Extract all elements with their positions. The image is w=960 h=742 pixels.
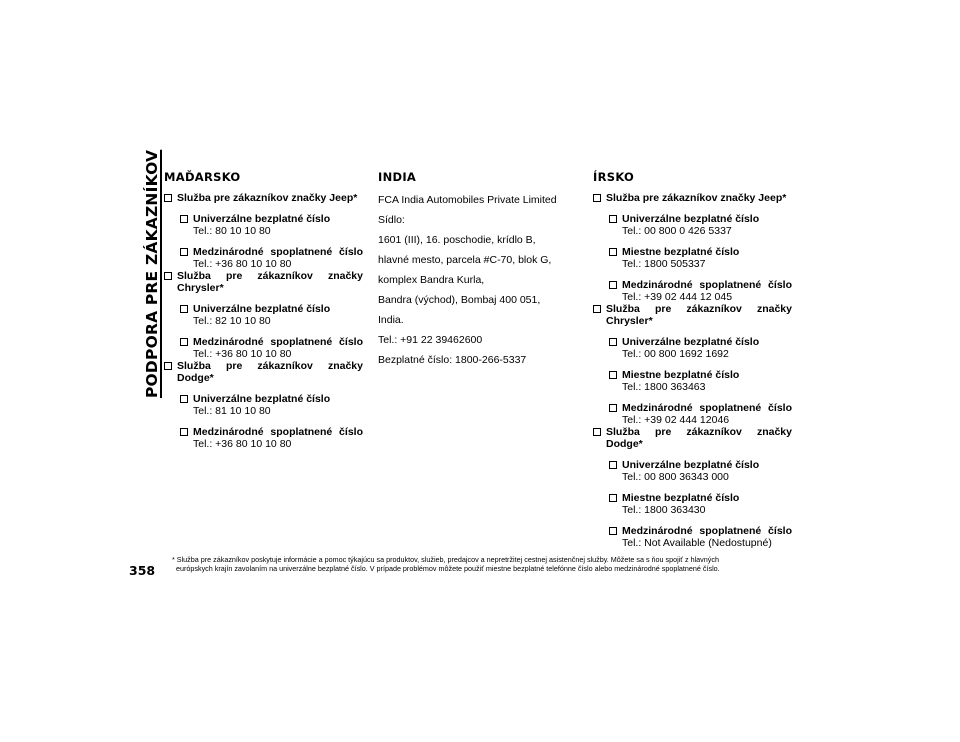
checkbox-bullet-icon (609, 494, 617, 502)
international-number (164, 246, 363, 270)
india-line: hlavné mesto, parcela #C-70, blok G, (378, 254, 552, 266)
service-title: Služba pre zákazníkov značky Jeep* (177, 192, 358, 204)
checkbox-bullet-icon (180, 248, 188, 256)
number-title: Miestne bezplatné číslo (622, 492, 740, 504)
section-side-title: PODPORA PRE ZÁKAZNÍKOV (143, 149, 161, 398)
universal-number (164, 393, 363, 417)
service-title: Služba pre zákazníkov značky Dodge* (606, 426, 792, 450)
checkbox-bullet-icon (609, 338, 617, 346)
checkbox-bullet-icon (609, 527, 617, 535)
phone-value: Tel.: +39 02 444 12 045 (622, 291, 733, 303)
checkbox-bullet-icon (609, 404, 617, 412)
number-title: Univerzálne bezplatné číslo (622, 336, 760, 348)
phone-value: Tel.: +36 80 10 10 80 (193, 438, 292, 450)
checkbox-bullet-icon (164, 194, 172, 202)
checkbox-bullet-icon (609, 248, 617, 256)
india-line: Bandra (východ), Bombaj 400 051, (378, 294, 541, 306)
phone-value: Tel.: 80 10 10 80 (193, 225, 271, 237)
international-number (164, 336, 363, 360)
phone-value: Tel.: 1800 363430 (622, 504, 706, 516)
ireland-dodge-service (593, 426, 792, 549)
hungary-chrysler-service (164, 270, 363, 360)
page-number: 358 (129, 563, 156, 578)
footnote (172, 556, 792, 573)
phone-value: Tel.: 00 800 36343 000 (622, 471, 729, 483)
universal-number (164, 303, 363, 327)
number-title: Medzinárodné spoplatnené číslo (193, 336, 363, 348)
phone-value: Tel.: 82 10 10 80 (193, 315, 271, 327)
service-title: Služba pre zákazníkov značky Dodge* (177, 360, 363, 384)
ireland-heading: ÍRSKO (593, 170, 635, 184)
service-title: Služba pre zákazníkov značky Chrysler* (177, 270, 363, 294)
india-line: 1601 (III), 16. poschodie, krídlo B, (378, 234, 536, 246)
universal-number (593, 336, 792, 360)
number-title: Miestne bezplatné číslo (622, 369, 740, 381)
number-title: Miestne bezplatné číslo (622, 246, 740, 258)
number-title: Univerzálne bezplatné číslo (193, 213, 331, 225)
number-title: Medzinárodné spoplatnené číslo (193, 426, 363, 438)
checkbox-bullet-icon (180, 215, 188, 223)
hungary-jeep-service (164, 192, 363, 270)
hungary-column (164, 170, 363, 450)
number-title: Univerzálne bezplatné číslo (622, 213, 760, 225)
ireland-column (593, 170, 792, 549)
checkbox-bullet-icon (164, 362, 172, 370)
number-title: Medzinárodné spoplatnené číslo (622, 279, 792, 291)
india-line: Sídlo: (378, 214, 405, 226)
number-title: Medzinárodné spoplatnené číslo (193, 246, 363, 258)
checkbox-bullet-icon (593, 194, 601, 202)
checkbox-bullet-icon (593, 428, 601, 436)
phone-value: Tel.: 00 800 1692 1692 (622, 348, 729, 360)
international-number (593, 525, 792, 549)
checkbox-bullet-icon (609, 461, 617, 469)
phone-value: Tel.: +36 80 10 10 80 (193, 348, 292, 360)
checkbox-bullet-icon (609, 281, 617, 289)
number-title: Medzinárodné spoplatnené číslo (622, 402, 792, 414)
ireland-jeep-service (593, 192, 792, 303)
local-number (593, 246, 792, 270)
phone-value: Tel.: Not Available (Nedostupné) (622, 537, 772, 549)
international-number (164, 426, 363, 450)
hungary-dodge-service (164, 360, 363, 450)
checkbox-bullet-icon (180, 338, 188, 346)
india-heading: INDIA (378, 170, 417, 184)
phone-value: Tel.: 1800 505337 (622, 258, 706, 270)
universal-number (164, 213, 363, 237)
footnote-line-1: * Služba pre zákazníkov poskytuje informácie a pomoc týkajúcu sa produktov, služieb, predajcov a nepretržitej cestnej asistenčnej služby. Môžete sa s ňou spojiť z hlavných (172, 555, 719, 564)
india-line: Tel.: +91 22 39462600 (378, 334, 483, 346)
international-number (593, 279, 792, 303)
india-line: komplex Bandra Kurla, (378, 274, 485, 286)
ireland-chrysler-service (593, 303, 792, 426)
checkbox-bullet-icon (180, 428, 188, 436)
hungary-heading: MAĎARSKO (164, 170, 241, 184)
phone-value: Tel.: 81 10 10 80 (193, 405, 271, 417)
local-number (593, 369, 792, 393)
service-title: Služba pre zákazníkov značky Chrysler* (606, 303, 792, 327)
phone-value: Tel.: +39 02 444 12046 (622, 414, 730, 426)
checkbox-bullet-icon (164, 272, 172, 280)
checkbox-bullet-icon (593, 305, 601, 313)
local-number (593, 492, 792, 516)
universal-number (593, 459, 792, 483)
checkbox-bullet-icon (609, 371, 617, 379)
checkbox-bullet-icon (180, 305, 188, 313)
number-title: Univerzálne bezplatné číslo (193, 303, 331, 315)
footnote-line-2: európskych krajín zavolaním na univerzálne bezplatné číslo. V prípade problémov môžete použiť miestne bezplatné telefónne číslo alebo medzinárodné spoplatnené číslo. (176, 563, 720, 573)
number-title: Medzinárodné spoplatnené číslo (622, 525, 792, 537)
phone-value: Tel.: 1800 363463 (622, 381, 706, 393)
india-line: India. (378, 314, 404, 326)
universal-number (593, 213, 792, 237)
phone-value: Tel.: 00 800 0 426 5337 (622, 225, 732, 237)
phone-value: Tel.: +36 80 10 10 80 (193, 258, 292, 270)
service-title: Služba pre zákazníkov značky Jeep* (606, 192, 787, 204)
checkbox-bullet-icon (180, 395, 188, 403)
number-title: Univerzálne bezplatné číslo (193, 393, 331, 405)
india-line: Bezplatné číslo: 1800-266-5337 (378, 354, 527, 366)
checkbox-bullet-icon (609, 215, 617, 223)
india-line: FCA India Automobiles Private Limited (378, 194, 557, 206)
international-number (593, 402, 792, 426)
number-title: Univerzálne bezplatné číslo (622, 459, 760, 471)
india-column (378, 170, 578, 374)
